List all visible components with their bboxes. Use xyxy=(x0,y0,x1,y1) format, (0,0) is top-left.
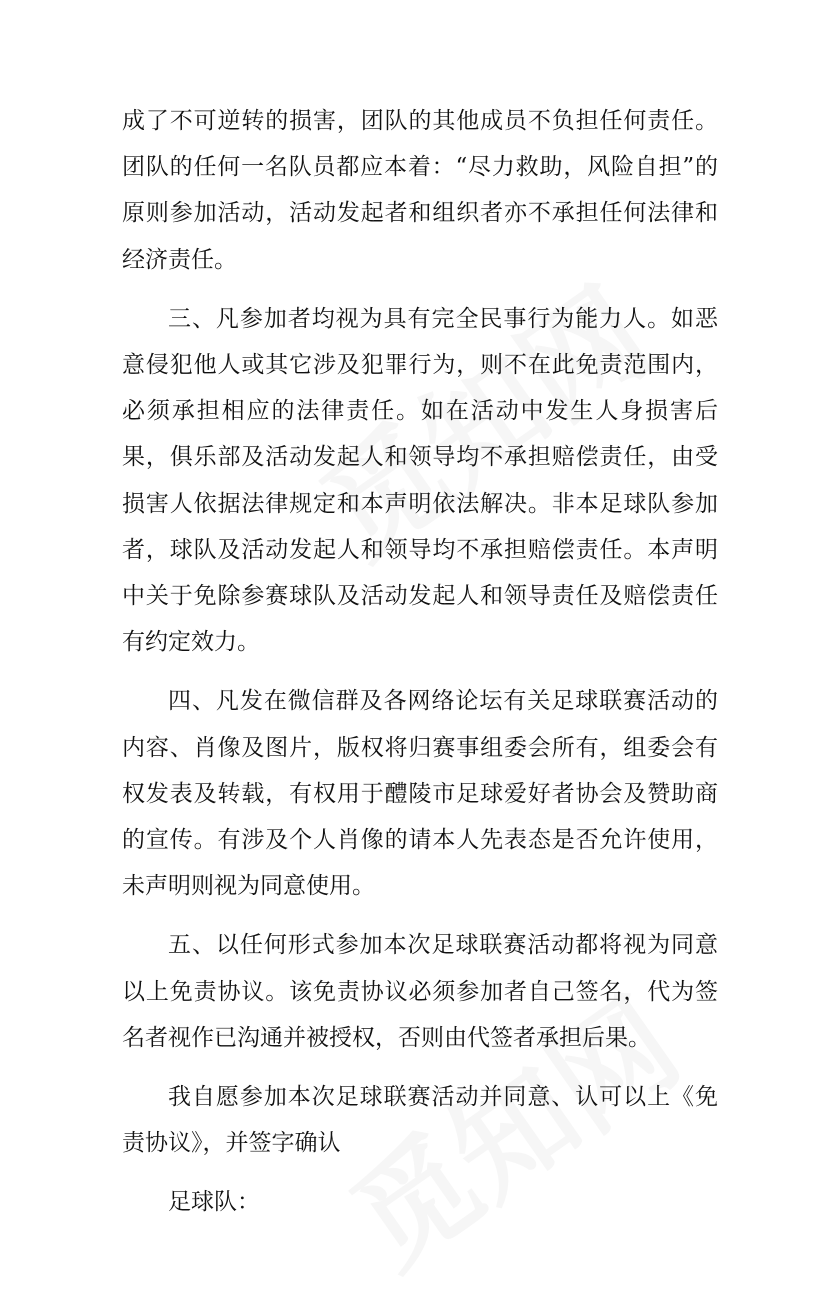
paragraph-continued: 成了不可逆转的损害，团队的其他成员不负担任何责任。团队的任何一名队员都应本着：“尽力救助，风险自担”的原则参加活动，活动发起者和组织者亦不承担任何法律和经济责任。 xyxy=(122,108,718,273)
paragraph-clause-3: 三、凡参加者均视为具有完全民事行为能力人。如恶意侵犯他人或其它涉及犯罪行为，则不在此免责范围内，必须承担相应的法律责任。如在活动中发生人身损害后果，俱乐部及活动发起人和领导均不承担赔偿责任，由受损害人依据法律规定和本声明依法解决。非本足球队参加者，球队及活动发起人和领导均不承担赔偿责任。本声明中关于免除参赛球队及活动发起人和领导责任及赔偿责任有约定效力。 xyxy=(122,305,718,656)
signature-label: 足球队： xyxy=(168,1189,260,1216)
paragraph-clause-4: 四、凡发在微信群及各网络论坛有关足球联赛活动的内容、肖像及图片，版权将归赛事组委会所有，组委会有权发表及转载，有权用于醴陵市足球爱好者协会及赞助商的宣传。有涉及个人肖像的请本人先表态是否允许使用，未声明则视为同意使用。 xyxy=(122,688,718,900)
paragraph-clause-5: 五、以任何形式参加本次足球联赛活动都将视为同意以上免责协议。该免责协议必须参加者自己签名，代为签名者视作已沟通并被授权，否则由代签者承担后果。 xyxy=(122,932,718,1051)
paragraph-consent: 我自愿参加本次足球联赛活动并同意、认可以上《免责协议》，并签字确认 xyxy=(122,1084,718,1157)
document-body xyxy=(122,98,718,1239)
